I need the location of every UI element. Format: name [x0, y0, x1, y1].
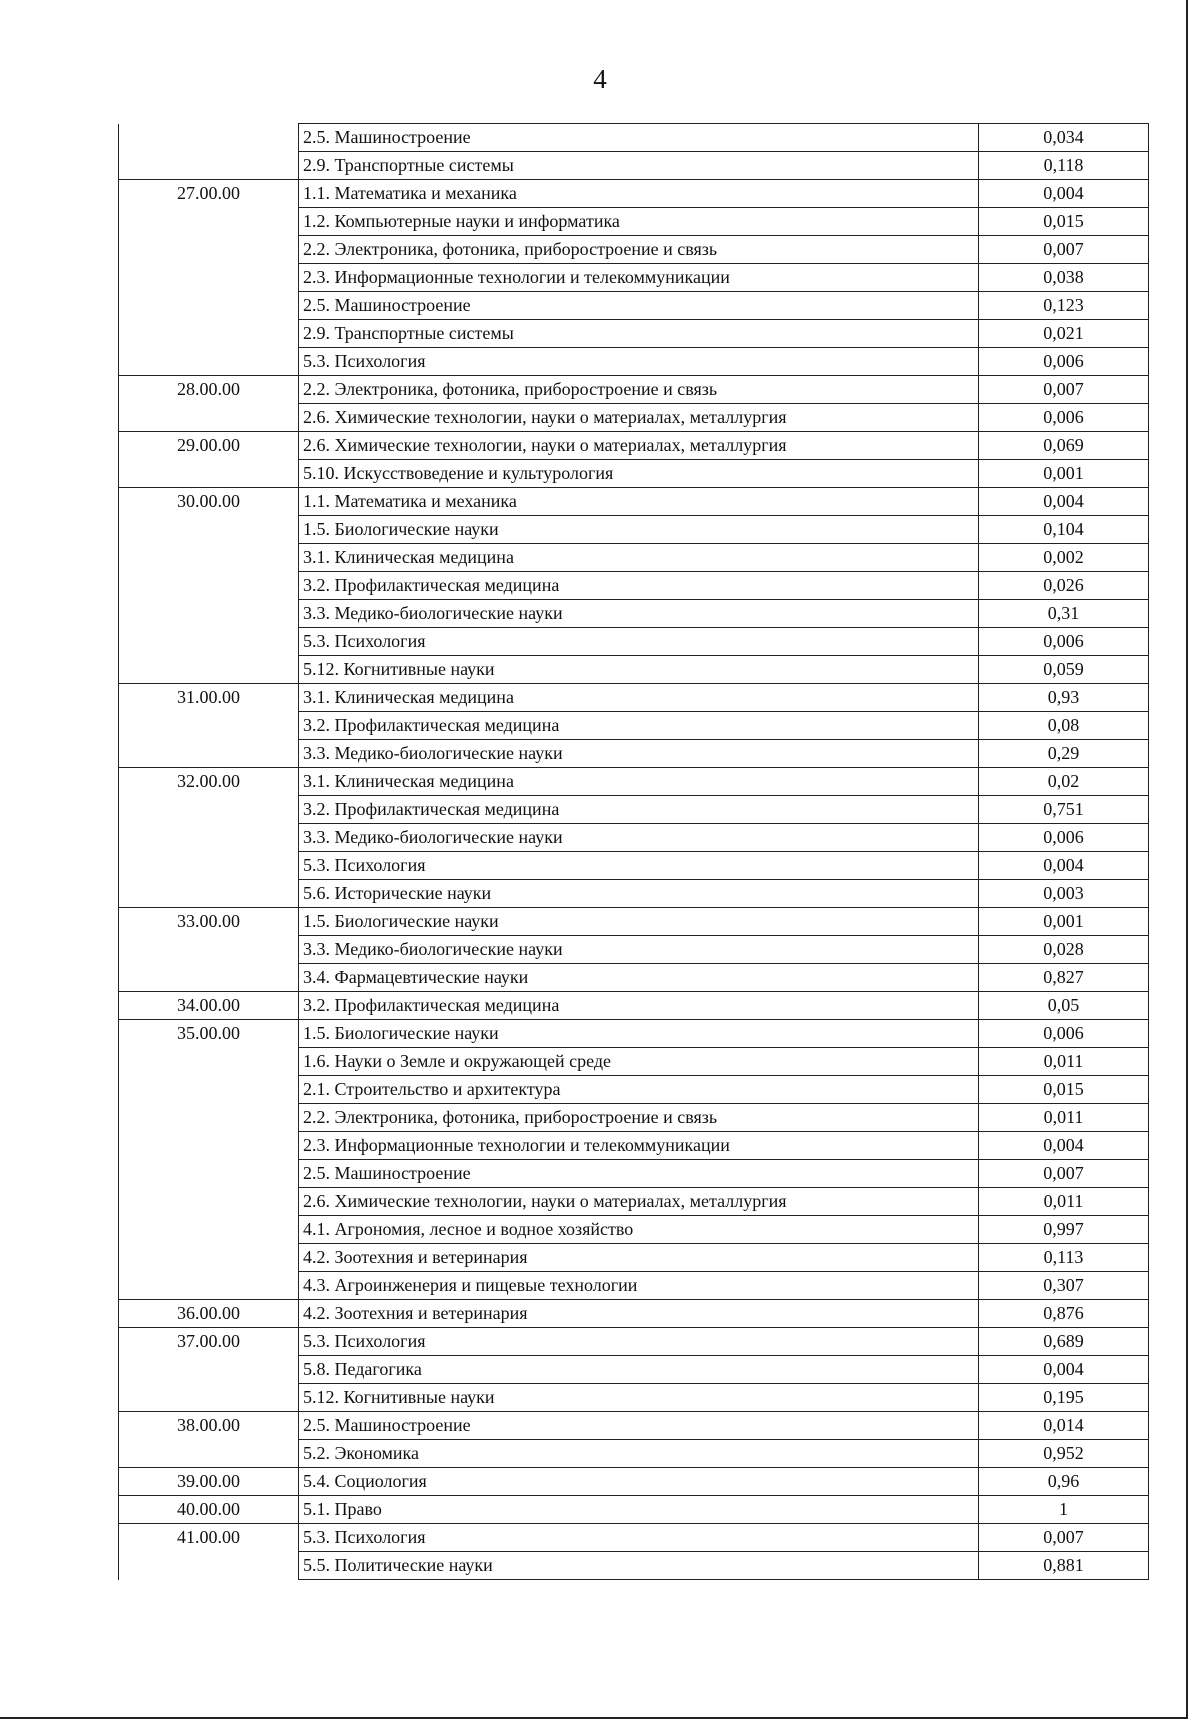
table-row [119, 488, 1149, 516]
value-cell: 0,952 [979, 1440, 1149, 1468]
code-cell [119, 348, 299, 376]
code-cell [119, 208, 299, 236]
value-cell: 0,007 [979, 1524, 1149, 1552]
code-cell [119, 1076, 299, 1104]
table-row [119, 348, 1149, 376]
value-cell: 0,001 [979, 908, 1149, 936]
table-row [119, 1216, 1149, 1244]
value-cell: 0,011 [979, 1104, 1149, 1132]
code-cell [119, 628, 299, 656]
table-row [119, 1328, 1149, 1356]
code-cell: 40.00.00 [119, 1496, 299, 1524]
value-cell: 0,104 [979, 516, 1149, 544]
field-cell: 2.5. Машиностроение [299, 292, 979, 320]
value-cell: 0,011 [979, 1048, 1149, 1076]
code-cell [119, 1244, 299, 1272]
value-cell: 0,827 [979, 964, 1149, 992]
field-cell: 5.12. Когнитивные науки [299, 656, 979, 684]
field-cell: 3.3. Медико-биологические науки [299, 740, 979, 768]
table-row [119, 1552, 1149, 1580]
value-cell: 0,195 [979, 1384, 1149, 1412]
field-cell: 3.3. Медико-биологические науки [299, 600, 979, 628]
table-row [119, 572, 1149, 600]
code-cell [119, 516, 299, 544]
value-cell: 0,006 [979, 348, 1149, 376]
code-cell: 32.00.00 [119, 768, 299, 796]
code-cell [119, 712, 299, 740]
field-cell: 1.6. Науки о Земле и окружающей среде [299, 1048, 979, 1076]
code-cell [119, 292, 299, 320]
field-cell: 5.1. Право [299, 1496, 979, 1524]
table-row [119, 712, 1149, 740]
value-cell: 0,08 [979, 712, 1149, 740]
field-cell: 2.2. Электроника, фотоника, приборостроение и связь [299, 376, 979, 404]
code-cell: 41.00.00 [119, 1524, 299, 1552]
field-cell: 1.2. Компьютерные науки и информатика [299, 208, 979, 236]
value-cell: 0,118 [979, 152, 1149, 180]
code-cell [119, 1132, 299, 1160]
field-cell: 4.2. Зоотехния и ветеринария [299, 1244, 979, 1272]
code-cell [119, 236, 299, 264]
field-cell: 2.6. Химические технологии, науки о материалах, металлургия [299, 404, 979, 432]
value-cell: 0,31 [979, 600, 1149, 628]
field-cell: 2.2. Электроника, фотоника, приборостроение и связь [299, 1104, 979, 1132]
field-cell: 5.12. Когнитивные науки [299, 1384, 979, 1412]
code-cell: 33.00.00 [119, 908, 299, 936]
table-row [119, 656, 1149, 684]
code-cell [119, 572, 299, 600]
table-row [119, 1468, 1149, 1496]
code-cell [119, 1216, 299, 1244]
table-row [119, 1412, 1149, 1440]
field-cell: 5.8. Педагогика [299, 1356, 979, 1384]
table-row [119, 992, 1149, 1020]
table-row [119, 404, 1149, 432]
table-row [119, 880, 1149, 908]
value-cell: 0,876 [979, 1300, 1149, 1328]
table-row [119, 180, 1149, 208]
field-cell: 3.2. Профилактическая медицина [299, 992, 979, 1020]
value-cell: 0,307 [979, 1272, 1149, 1300]
table-row [119, 432, 1149, 460]
code-cell [119, 152, 299, 180]
value-cell: 0,29 [979, 740, 1149, 768]
code-cell [119, 1188, 299, 1216]
code-cell [119, 264, 299, 292]
code-cell [119, 824, 299, 852]
value-cell: 0,034 [979, 124, 1149, 152]
code-cell: 39.00.00 [119, 1468, 299, 1496]
field-cell: 5.10. Искусствоведение и культурология [299, 460, 979, 488]
value-cell: 0,069 [979, 432, 1149, 460]
field-cell: 5.3. Психология [299, 1524, 979, 1552]
table-row [119, 796, 1149, 824]
code-cell: 35.00.00 [119, 1020, 299, 1048]
code-cell [119, 320, 299, 348]
table-row [119, 1160, 1149, 1188]
table-row [119, 292, 1149, 320]
table-row [119, 824, 1149, 852]
code-cell [119, 1104, 299, 1132]
code-cell [119, 1048, 299, 1076]
table-row [119, 208, 1149, 236]
field-cell: 3.4. Фармацевтические науки [299, 964, 979, 992]
field-cell: 2.3. Информационные технологии и телекоммуникации [299, 264, 979, 292]
value-cell: 1 [979, 1496, 1149, 1524]
code-cell: 37.00.00 [119, 1328, 299, 1356]
value-cell: 0,001 [979, 460, 1149, 488]
value-cell: 0,113 [979, 1244, 1149, 1272]
value-cell: 0,059 [979, 656, 1149, 684]
table-row [119, 1048, 1149, 1076]
code-cell [119, 852, 299, 880]
code-cell: 38.00.00 [119, 1412, 299, 1440]
value-cell: 0,997 [979, 1216, 1149, 1244]
field-cell: 5.4. Социология [299, 1468, 979, 1496]
table-row [119, 600, 1149, 628]
table-row [119, 684, 1149, 712]
table-row [119, 1188, 1149, 1216]
code-cell [119, 1440, 299, 1468]
code-cell [119, 1384, 299, 1412]
code-cell [119, 936, 299, 964]
code-cell: 36.00.00 [119, 1300, 299, 1328]
field-cell: 3.3. Медико-биологические науки [299, 824, 979, 852]
table-row [119, 964, 1149, 992]
value-cell: 0,004 [979, 1356, 1149, 1384]
field-cell: 2.1. Строительство и архитектура [299, 1076, 979, 1104]
value-cell: 0,015 [979, 208, 1149, 236]
value-cell: 0,006 [979, 404, 1149, 432]
value-cell: 0,003 [979, 880, 1149, 908]
value-cell: 0,93 [979, 684, 1149, 712]
value-cell: 0,007 [979, 1160, 1149, 1188]
table-row [119, 236, 1149, 264]
table-row [119, 768, 1149, 796]
value-cell: 0,006 [979, 1020, 1149, 1048]
table-row [119, 1244, 1149, 1272]
table-row [119, 1104, 1149, 1132]
allocation-table [118, 123, 1149, 1580]
table-row [119, 152, 1149, 180]
table-row [119, 460, 1149, 488]
code-cell [119, 600, 299, 628]
field-cell: 2.5. Машиностроение [299, 1160, 979, 1188]
value-cell: 0,014 [979, 1412, 1149, 1440]
table-row [119, 1384, 1149, 1412]
code-cell [119, 1552, 299, 1580]
value-cell: 0,006 [979, 824, 1149, 852]
value-cell: 0,004 [979, 852, 1149, 880]
value-cell: 0,006 [979, 628, 1149, 656]
table-row [119, 1132, 1149, 1160]
code-cell [119, 124, 299, 152]
page-number: 4 [593, 64, 607, 94]
value-cell: 0,751 [979, 796, 1149, 824]
code-cell [119, 656, 299, 684]
field-cell: 5.3. Психология [299, 628, 979, 656]
value-cell: 0,02 [979, 768, 1149, 796]
field-cell: 4.3. Агроинженерия и пищевые технологии [299, 1272, 979, 1300]
value-cell: 0,011 [979, 1188, 1149, 1216]
table-row [119, 1020, 1149, 1048]
value-cell: 0,96 [979, 1468, 1149, 1496]
code-cell [119, 1160, 299, 1188]
field-cell: 2.9. Транспортные системы [299, 152, 979, 180]
code-cell: 29.00.00 [119, 432, 299, 460]
field-cell: 1.5. Биологические науки [299, 908, 979, 936]
table-row [119, 908, 1149, 936]
value-cell: 0,002 [979, 544, 1149, 572]
table-row [119, 544, 1149, 572]
field-cell: 2.2. Электроника, фотоника, приборостроение и связь [299, 236, 979, 264]
code-cell [119, 964, 299, 992]
field-cell: 4.2. Зоотехния и ветеринария [299, 1300, 979, 1328]
table-row [119, 740, 1149, 768]
value-cell: 0,123 [979, 292, 1149, 320]
value-cell: 0,004 [979, 180, 1149, 208]
value-cell: 0,05 [979, 992, 1149, 1020]
field-cell: 2.3. Информационные технологии и телекоммуникации [299, 1132, 979, 1160]
field-cell: 3.1. Клиническая медицина [299, 768, 979, 796]
code-cell: 34.00.00 [119, 992, 299, 1020]
value-cell: 0,015 [979, 1076, 1149, 1104]
table-row [119, 936, 1149, 964]
field-cell: 5.2. Экономика [299, 1440, 979, 1468]
value-cell: 0,038 [979, 264, 1149, 292]
table-row [119, 1356, 1149, 1384]
table-row [119, 852, 1149, 880]
field-cell: 2.6. Химические технологии, науки о материалах, металлургия [299, 1188, 979, 1216]
code-cell: 28.00.00 [119, 376, 299, 404]
table-row [119, 1440, 1149, 1468]
table-row [119, 124, 1149, 152]
table-row [119, 516, 1149, 544]
field-cell: 3.3. Медико-биологические науки [299, 936, 979, 964]
code-cell [119, 460, 299, 488]
value-cell: 0,689 [979, 1328, 1149, 1356]
value-cell: 0,004 [979, 1132, 1149, 1160]
field-cell: 1.1. Математика и механика [299, 180, 979, 208]
table-row [119, 628, 1149, 656]
code-cell: 31.00.00 [119, 684, 299, 712]
table-row [119, 1496, 1149, 1524]
field-cell: 2.9. Транспортные системы [299, 320, 979, 348]
value-cell: 0,026 [979, 572, 1149, 600]
field-cell: 1.5. Биологические науки [299, 1020, 979, 1048]
value-cell: 0,021 [979, 320, 1149, 348]
field-cell: 1.1. Математика и механика [299, 488, 979, 516]
code-cell [119, 740, 299, 768]
field-cell: 1.5. Биологические науки [299, 516, 979, 544]
field-cell: 2.5. Машиностроение [299, 124, 979, 152]
table-row [119, 1272, 1149, 1300]
table-row [119, 376, 1149, 404]
table-row [119, 1300, 1149, 1328]
table-row [119, 264, 1149, 292]
field-cell: 5.3. Психология [299, 1328, 979, 1356]
field-cell: 5.3. Психология [299, 348, 979, 376]
field-cell: 3.2. Профилактическая медицина [299, 572, 979, 600]
code-cell [119, 796, 299, 824]
field-cell: 3.2. Профилактическая медицина [299, 796, 979, 824]
field-cell: 3.2. Профилактическая медицина [299, 712, 979, 740]
value-cell: 0,881 [979, 1552, 1149, 1580]
code-cell [119, 1272, 299, 1300]
field-cell: 3.1. Клиническая медицина [299, 544, 979, 572]
code-cell [119, 880, 299, 908]
value-cell: 0,004 [979, 488, 1149, 516]
value-cell: 0,007 [979, 236, 1149, 264]
field-cell: 4.1. Агрономия, лесное и водное хозяйство [299, 1216, 979, 1244]
code-cell: 27.00.00 [119, 180, 299, 208]
table-body [119, 124, 1149, 1580]
field-cell: 5.6. Исторические науки [299, 880, 979, 908]
table-row [119, 320, 1149, 348]
table-row [119, 1076, 1149, 1104]
value-cell: 0,007 [979, 376, 1149, 404]
field-cell: 2.5. Машиностроение [299, 1412, 979, 1440]
code-cell: 30.00.00 [119, 488, 299, 516]
code-cell [119, 544, 299, 572]
field-cell: 3.1. Клиническая медицина [299, 684, 979, 712]
field-cell: 5.3. Психология [299, 852, 979, 880]
code-cell [119, 404, 299, 432]
value-cell: 0,028 [979, 936, 1149, 964]
field-cell: 2.6. Химические технологии, науки о материалах, металлургия [299, 432, 979, 460]
table-row [119, 1524, 1149, 1552]
field-cell: 5.5. Политические науки [299, 1552, 979, 1580]
code-cell [119, 1356, 299, 1384]
